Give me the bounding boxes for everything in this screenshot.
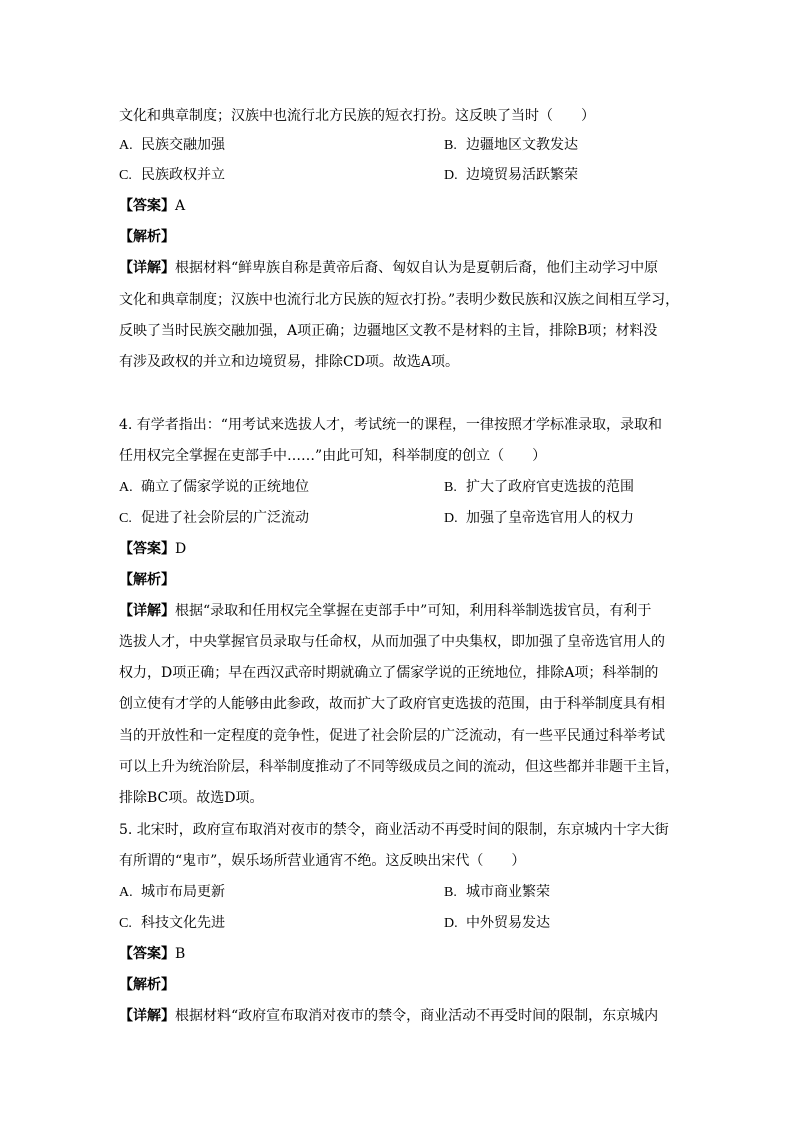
q5-stem-line: 5. 北宋时，政府宣布取消对夜市的禁令，商业活动不再受时间的限制，东京城内十字大街 (119, 822, 669, 838)
q3-stem-continuation: 文化和典章制度；汉族中也流行北方民族的短衣打扮。这反映了当时（ ） (119, 108, 595, 124)
option-text: 扩大了政府官吏选拔的范围 (466, 479, 634, 495)
answer-value: D (175, 541, 187, 557)
option-letter: D. (444, 168, 458, 183)
q4-option-c (119, 508, 309, 528)
option-text: 城市布局更新 (141, 884, 225, 900)
q5-answer (119, 944, 185, 964)
option-letter: A. (119, 480, 133, 495)
q4-stem-line: 任用权完全掌握在吏部手中……”由此可知，科举制度的创立（ ） (119, 448, 547, 464)
option-text: 确立了儒家学说的正统地位 (141, 479, 309, 495)
q3-detail-line: 有涉及政权的并立和边境贸易，排除CD项。故选A项。 (119, 354, 460, 370)
q4-detail-line: 选拔人才，中央掌握官员录取与任命权，从而加强了中央集权，即加强了皇帝选官用人的 (119, 634, 665, 650)
q5-detail-line (119, 1006, 658, 1026)
q4-stem-line: 4. 有学者指出：“用考试来选拔人才，考试统一的课程，一律按照才学标准录取，录取和 (119, 417, 662, 433)
q3-answer (119, 196, 185, 216)
option-text: 科技文化先进 (141, 915, 225, 931)
q4-detail-line: 当的开放性和一定程度的竞争性，促进了社会阶层的广泛流动，有一些平民通过科举考试 (119, 728, 665, 744)
option-letter: B. (444, 885, 457, 900)
q4-option-d (444, 508, 634, 528)
q4-detail-line: 可以上升为统治阶层，科举制度推动了不同等级成员之间的流动，但这些都并非题干主旨， (119, 759, 679, 775)
answer-label: 【答案】 (119, 198, 175, 214)
option-text: 城市商业繁荣 (466, 884, 550, 900)
option-letter: C. (119, 916, 132, 931)
option-letter: A. (119, 138, 133, 153)
q4-detail-line (119, 601, 651, 621)
detail-text: 根据“录取和任用权完全掌握在吏部手中”可知，利用科举制选拔官员，有利于 (175, 603, 652, 619)
option-text: 民族交融加强 (141, 137, 225, 153)
option-text: 促进了社会阶层的广泛流动 (141, 510, 309, 526)
detail-label: 【详解】 (119, 260, 175, 276)
option-text: 加强了皇帝选官用人的权力 (466, 510, 634, 526)
detail-text: 根据材料“鲜卑族自称是黄帝后裔、匈奴自认为是夏朝后裔，他们主动学习中原 (175, 260, 659, 276)
option-letter: C. (119, 511, 132, 526)
q5-option-b (444, 882, 550, 902)
option-letter: B. (444, 138, 457, 153)
q3-option-b (444, 135, 578, 155)
q4-detail-line: 创立使有才学的人能够由此参政，故而扩大了政府官吏选拔的范围，由于科举制度具有相 (119, 696, 665, 712)
detail-text: 根据材料“政府宣布取消对夜市的禁令，商业活动不再受时间的限制，东京城内 (175, 1008, 659, 1024)
answer-label: 【答案】 (119, 946, 175, 962)
q4-option-b (444, 477, 634, 497)
q3-detail-line: 文化和典章制度；汉族中也流行北方民族的短衣打扮。”表明少数民族和汉族之间相互学习， (119, 292, 680, 308)
q5-option-a (119, 882, 225, 902)
detail-label: 【详解】 (119, 1008, 175, 1024)
option-text: 中外贸易发达 (466, 915, 550, 931)
q4-detail-line: 权力，D项正确；早在西汉武帝时期就确立了儒家学说的正统地位，排除A项；科举制的 (119, 665, 659, 681)
q5-option-d (444, 913, 550, 933)
detail-label: 【详解】 (119, 603, 175, 619)
answer-value: B (175, 946, 186, 962)
q4-analysis-label: 【解析】 (119, 572, 175, 588)
q3-detail-line (119, 258, 658, 278)
q5-option-c (119, 913, 225, 933)
option-text: 边境贸易活跃繁荣 (466, 167, 578, 183)
q3-option-c (119, 165, 225, 185)
option-letter: B. (444, 480, 457, 495)
q3-option-a (119, 135, 225, 155)
q3-analysis-label: 【解析】 (119, 229, 175, 245)
option-letter: C. (119, 168, 132, 183)
q4-answer (119, 539, 186, 559)
answer-value: A (175, 198, 186, 214)
q4-detail-line: 排除BC项。故选D项。 (119, 790, 264, 806)
q4-option-a (119, 477, 309, 497)
option-text: 民族政权并立 (141, 167, 225, 183)
option-text: 边疆地区文教发达 (466, 137, 578, 153)
answer-label: 【答案】 (119, 541, 175, 557)
q5-analysis-label: 【解析】 (119, 977, 175, 993)
q3-detail-line: 反映了当时民族交融加强，A项正确；边疆地区文教不是材料的主旨，排除B项；材料没 (119, 323, 658, 339)
q3-option-d (444, 165, 578, 185)
option-letter: D. (444, 916, 458, 931)
option-letter: A. (119, 885, 133, 900)
q5-stem-line: 有所谓的“鬼市”，娱乐场所营业通宵不绝。这反映出宋代（ ） (119, 853, 526, 869)
option-letter: D. (444, 511, 458, 526)
